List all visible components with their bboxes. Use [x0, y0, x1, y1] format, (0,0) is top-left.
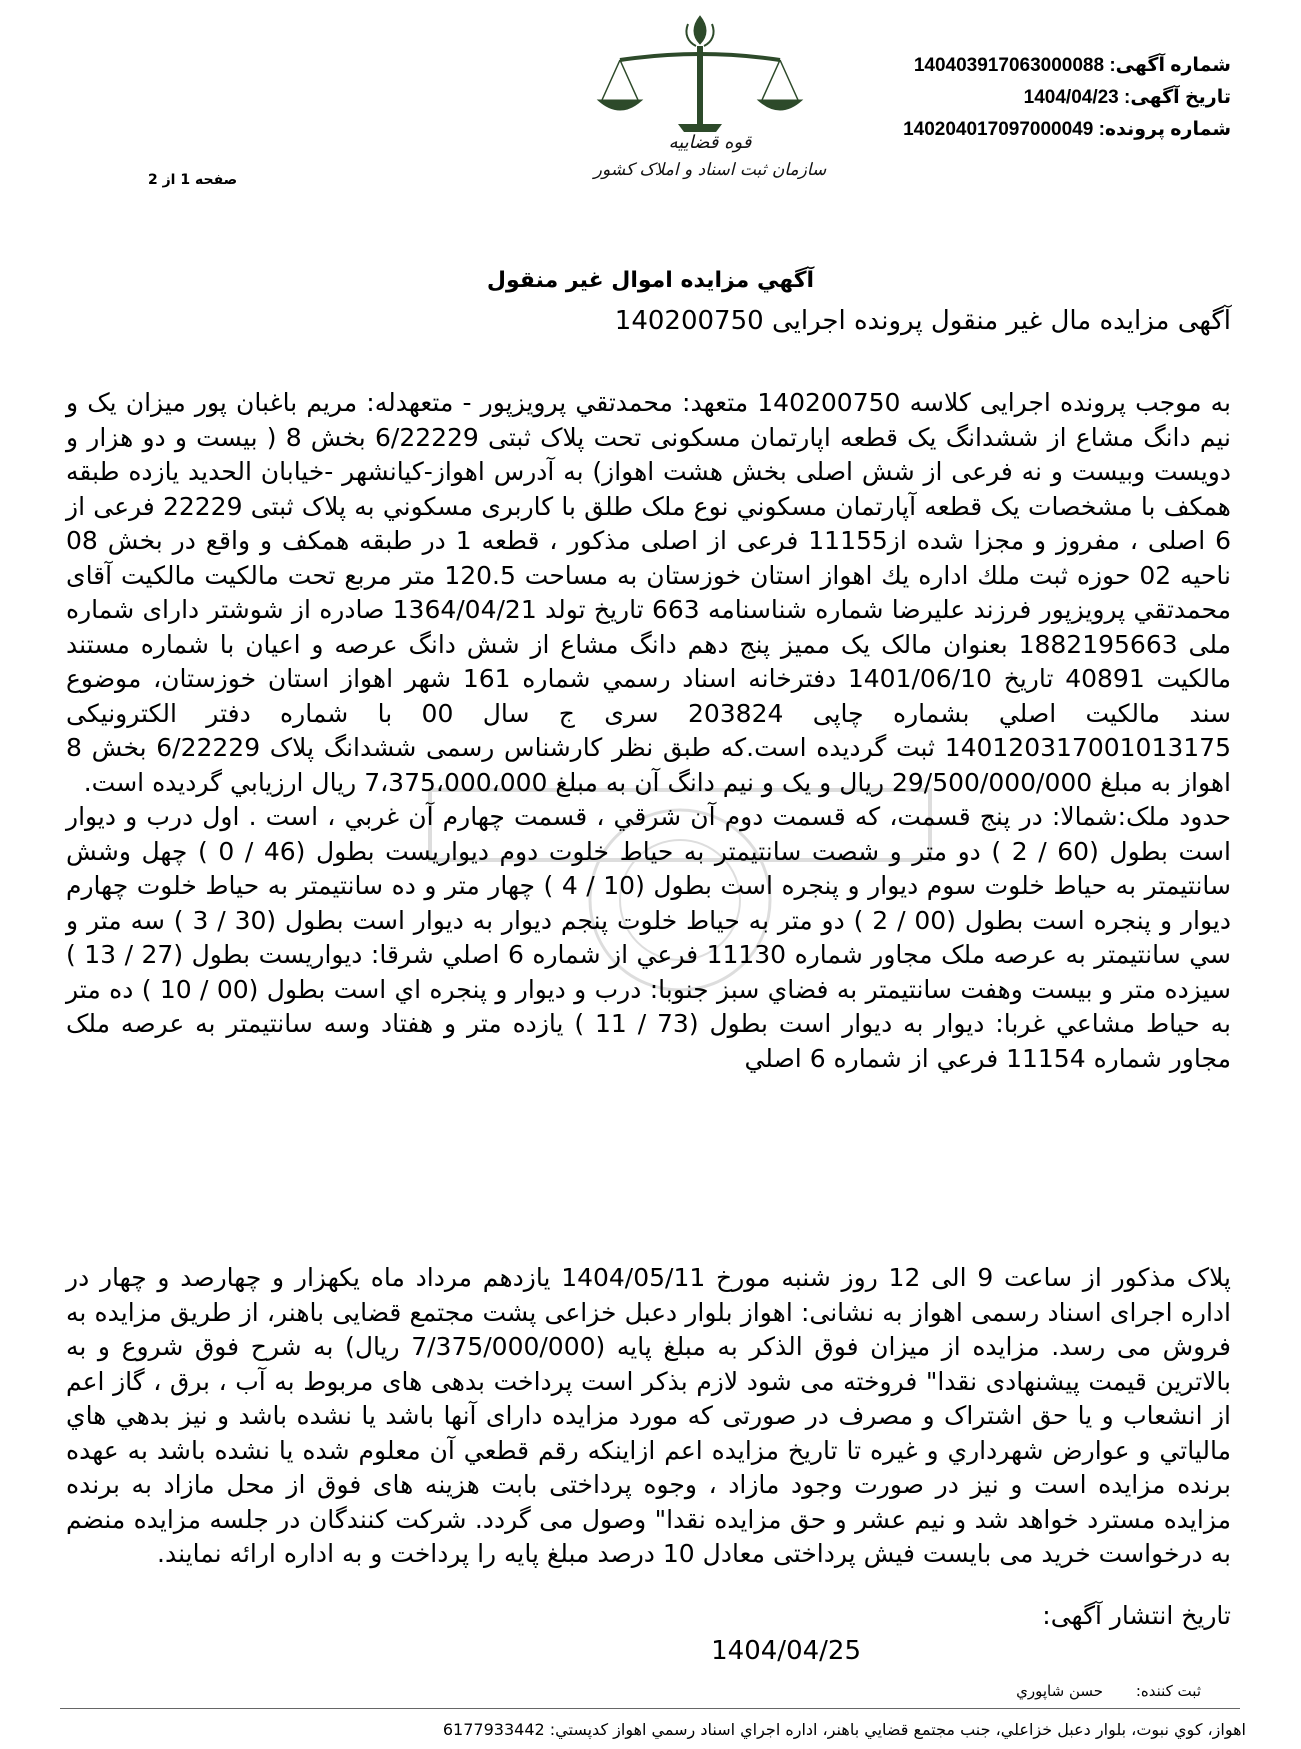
emblem-caption-judiciary: قوه قضاییه — [668, 132, 752, 153]
footer-divider — [60, 1708, 1240, 1709]
ad-number-value: 140403917063000088 — [913, 55, 1105, 76]
page-indicator: صفحه 1 از 2 — [148, 172, 238, 188]
notice-subtitle: آگهی مزایده مال غیر منقول پرونده اجرایی 140200750 — [614, 306, 1231, 336]
notice-body-auction — [66, 1261, 1231, 1572]
ad-date-label: تاریخ آگهی: — [1124, 87, 1231, 108]
case-number-label: شماره پرونده: — [1098, 119, 1231, 140]
case-number-value: 140204017097000049 — [903, 119, 1094, 140]
notice-title: آگهي مزايده اموال غير منقول — [486, 268, 815, 293]
publication-date-value: 1404/04/25 — [711, 1636, 861, 1666]
registrar-label: ثبت کننده: — [1135, 1682, 1201, 1700]
footer-postal-code: 6177933442 — [442, 1720, 545, 1739]
ad-date-value: 1404/04/23 — [1023, 87, 1119, 108]
auction-terms: پلاک مذکور از ساعت 9 الی 12 روز شنبه مورخ 1404/05/11 یازدهم مرداد ماه یکهزار و چهارصد و چهار در اداره اجرای اسناد رسمی اهواز به نشانی: اهواز بلوار دعبل خزاعی پشت مجتمع قضایی باهنر، از طریق مزایده به فروش می رسد. مزایده از میزان فوق الذکر به مبلغ پایه (7/375/000/000 ریال) به شرح فوق شروع و به بالاترین قیمت پیشنهادی نقدا" فروخته می شود لازم بذکر است پرداخت بدهی های مربوط به آب ، برق ، گاز اعم از انشعاب و یا حق اشتراک و مصرف در صورتی که مورد مزایده دارای آنها باشد یا نشده باشد و نیز بدهي هاي مالياتي و عوارض شهرداري و غيره تا تاريخ مزايده اعم ازاينكه رقم قطعي آن معلوم شده يا نشده باشد به عهده برنده مزايده است و نيز در صورت وجود مازاد ، وجوه پرداختی بابت هزینه های فوق از محل مازاد به برنده مزایده مسترد خواهد شد و نیم عشر و حق مزایده نقدا" وصول می گردد. شرکت کنندگان در جلسه مزایده منضم به درخواست خرید می بایست فیش پرداختی معادل 10 درصد مبلغ پایه را پرداخت و به اداره ارائه نمایند. — [66, 1263, 1232, 1568]
property-description: به موجب پرونده اجرایی کلاسه 140200750 متعهد: محمدتقي پرويزپور - متعهدله: مریم باغبان پور میزان یک و نیم دانگ مشاع از ششدانگ یک قطعه اپارتمان مسکونی تحت پلاک ثبتی 6/22229 بخش 8 ( بیست و دو هزار و دویست وبیست و نه فرعی از شش اصلی بخش هشت اهواز) به آدرس اهواز-کیانشهر -خیابان الحدید یازده طبقه همکف با مشخصات یک قطعه آپارتمان مسكوني نوع ملک طلق با کاربری مسكوني به پلاک ثبتی 22229 فرعی از 6 اصلی ، مفروز و مجزا شده از11155 فرعی از اصلی مذکور ، قطعه 1 در طبقه همکف و واقع در بخش 08 ناحيه 02 حوزه ثبت ملك اداره يك اهواز استان خوزستان به مساحت 120.5 متر مربع تحت مالکیت مالکیت آقای محمدتقي پرويزپور فرزند علیرضا شماره شناسنامه 663 تاریخ تولد 1364/04/21 صادره از شوشتر دارای شماره ملی 1882195663 بعنوان مالک یک ممیز پنج دهم دانگ مشاع از شش دانگ عرصه و اعیان با شماره مستند مالکیت 40891 تاریخ 1401/06/10 دفترخانه اسناد رسمي شماره 161 شهر اهواز استان خوزستان، موضوع سند مالکيت اصلي بشماره چاپی 203824 سری ج سال 00 با شماره دفتر الکترونیکی 140120317001013175 ثبت گردیده است.که طبق نظر کارشناس رسمی ششدانگ پلاک 6/22229 بخش 8 اهواز به مبلغ 29/500/000/000 ریال و یک و نیم دانگ آن به مبلغ 7،375،000،000 ريال ارزيابي گرديده است. — [66, 388, 1232, 797]
notice-body-property — [66, 386, 1231, 1076]
registrar-name: حسن شاپوري — [1016, 1682, 1104, 1700]
property-boundaries: حدود ملک:شمالا: در پنج قسمت، که قسمت دوم آن شرقي ، قسمت چهارم آن غربي ، است . اول درب و ديوار است بطول (60 / 2 ) دو متر و شصت سانتيمتر به حياط خلوت دوم ديواريست بطول (46 / 0 ) چهل وشش سانتيمتر به حياط خلوت سوم ديوار و پنجره است بطول (10 / 4 ) چهار متر و ده سانتيمتر به حياط خلوت چهارم ديوار و پنجره است بطول (00 / 2 ) دو متر به حياط خلوت پنجم ديوار به ديوار است بطول (30 / 3 ) سه متر و سي سانتيمتر به عرصه ملک مجاور شماره 11130 فرعي از شماره 6 اصلي شرقا: ديواريست بطول (27 / 13 ) سيزده متر و بيست وهفت سانتيمتر به فضاي سبز جنوبا: درب و ديوار و پنجره اي است بطول (00 / 10 ) ده متر به حياط مشاعي غربا: ديوار به ديوار است بطول (73 / 11 ) يازده متر و هفتاد وسه سانتيمتر به عرصه ملک مجاور شماره 11154 فرعي از شماره 6 اصلي — [66, 802, 1231, 1073]
emblem-caption-registry: سازمان ثبت اسناد و املاک کشور — [593, 160, 827, 180]
ad-number-label: شماره آگهی: — [1109, 55, 1231, 76]
publication-date-label: تاریخ انتشار آگهی: — [1042, 1601, 1231, 1630]
footer-address — [437, 1720, 1246, 1739]
registrar — [988, 1682, 1201, 1700]
footer-address-text: اهواز، كوي نبوت، بلوار دعبل خزاعلي، جنب مجتمع قضايي باهنر، اداره اجراي اسناد رسمي اهواز كدپستي: — [549, 1720, 1246, 1739]
